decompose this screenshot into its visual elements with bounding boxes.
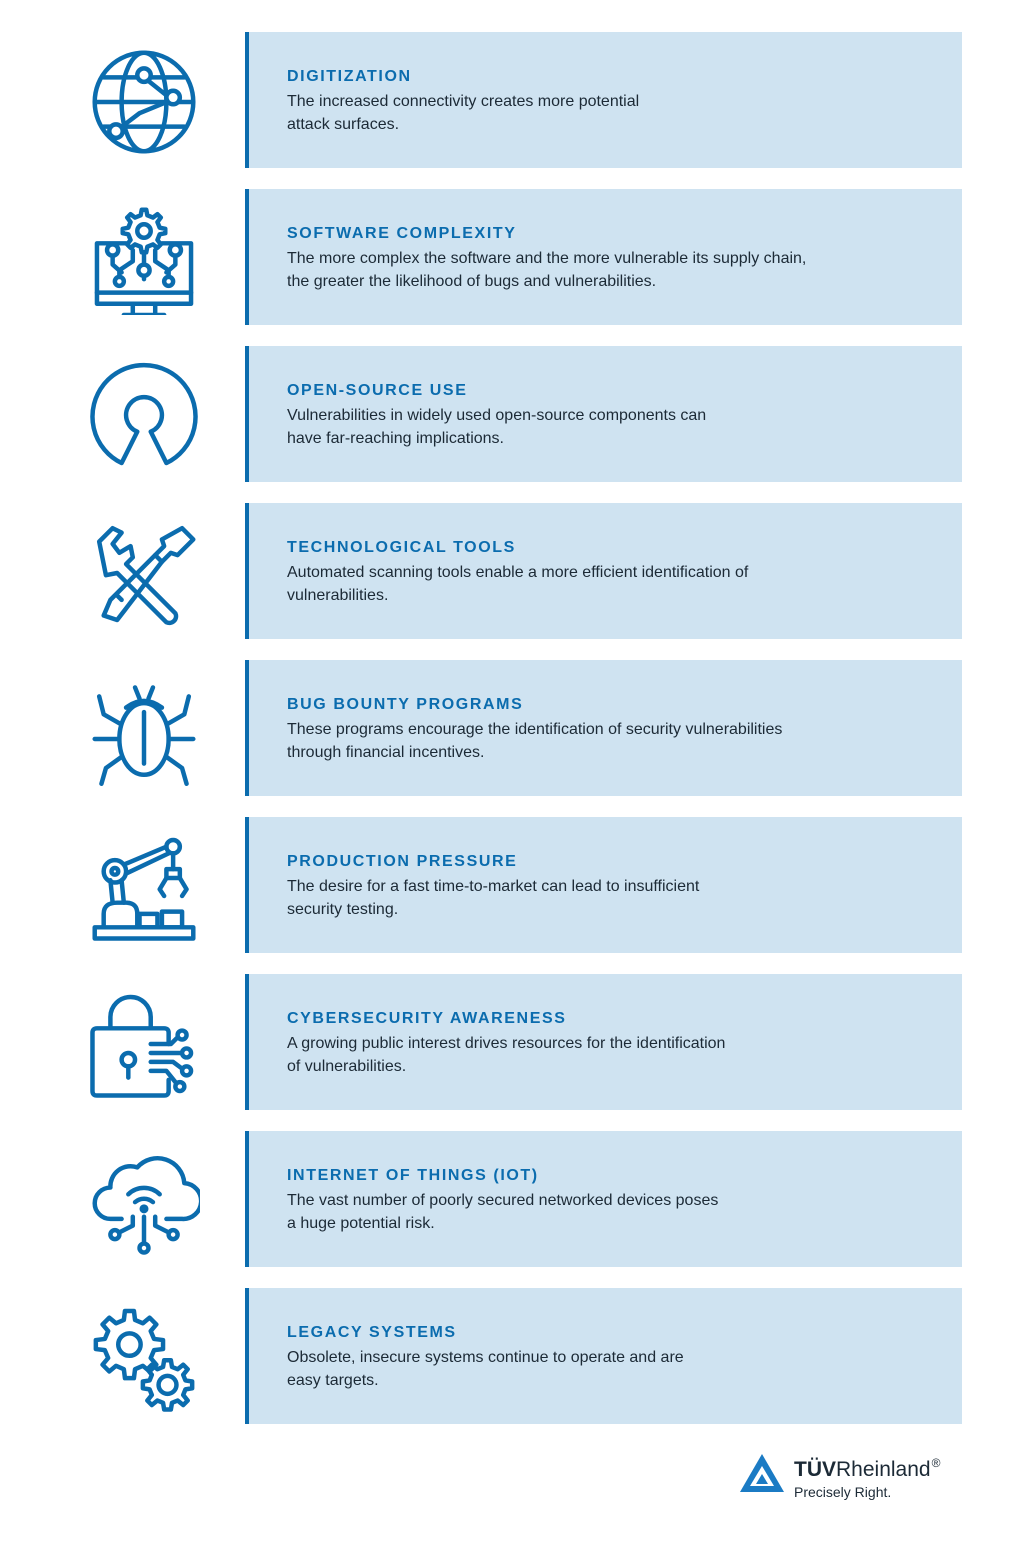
card-description-line: a huge potential risk. — [287, 1215, 435, 1232]
card-description-line: The more complex the software and the more vulnerable its supply chain, — [287, 250, 807, 267]
card-title: BUG BOUNTY PROGRAMS — [287, 696, 524, 713]
digital-padlock-icon — [88, 988, 200, 1100]
item-technological-tools — [0, 503, 1024, 639]
monitor-gear-circuit-icon — [88, 203, 200, 315]
brand-name-regular: Rheinland — [836, 1458, 931, 1481]
card-description-line: Automated scanning tools enable a more efficient identification of — [287, 564, 749, 581]
item-internet-of-things — [0, 1131, 1024, 1267]
card-description-line: The vast number of poorly secured networked devices poses — [287, 1192, 719, 1209]
card-description-line: security testing. — [287, 901, 399, 918]
card-description-line: easy targets. — [287, 1372, 379, 1389]
card-legacy-systems — [245, 1288, 962, 1424]
card-software-complexity — [245, 189, 962, 325]
item-open-source-use — [0, 346, 1024, 482]
item-bug-bounty-programs — [0, 660, 1024, 796]
robotic-arm-icon — [88, 831, 200, 943]
registered-mark: ® — [931, 1456, 941, 1470]
item-digitization — [0, 32, 1024, 168]
card-description-line: A growing public interest drives resources for the identification — [287, 1035, 726, 1052]
card-description — [287, 1032, 937, 1078]
open-source-icon — [88, 360, 200, 472]
card-description-line: attack surfaces. — [287, 116, 400, 133]
card-production-pressure — [245, 817, 962, 953]
card-cybersecurity-awareness — [245, 974, 962, 1110]
cloud-wifi-icon — [88, 1145, 200, 1257]
tuv-triangle-logo-icon — [738, 1452, 786, 1494]
card-internet-of-things — [245, 1131, 962, 1267]
card-description-line: vulnerabilities. — [287, 587, 389, 604]
card-open-source-use — [245, 346, 962, 482]
card-technological-tools — [245, 503, 962, 639]
card-title: OPEN-SOURCE USE — [287, 382, 468, 399]
card-description — [287, 718, 937, 764]
globe-network-icon — [88, 46, 200, 158]
gears-icon — [88, 1302, 200, 1414]
card-description-line: the greater the likelihood of bugs and vulnerabilities. — [287, 273, 657, 290]
card-description — [287, 875, 937, 921]
card-title: LEGACY SYSTEMS — [287, 1324, 457, 1341]
card-description-line: The desire for a fast time-to-market can lead to insufficient — [287, 878, 700, 895]
card-bug-bounty-programs — [245, 660, 962, 796]
item-software-complexity — [0, 189, 1024, 325]
wrench-screwdriver-icon — [88, 517, 200, 629]
card-description-line: through financial incentives. — [287, 744, 485, 761]
card-description-line: Obsolete, insecure systems continue to operate and are — [287, 1349, 684, 1366]
bug-icon — [88, 674, 200, 786]
card-title: TECHNOLOGICAL TOOLS — [287, 539, 516, 556]
card-digitization — [245, 32, 962, 168]
card-title: INTERNET OF THINGS (IOT) — [287, 1167, 539, 1184]
card-description — [287, 1189, 937, 1235]
card-description-line: have far-reaching implications. — [287, 430, 504, 447]
tuv-rheinland-logo — [738, 1452, 978, 1512]
item-cybersecurity-awareness — [0, 974, 1024, 1110]
item-legacy-systems — [0, 1288, 1024, 1424]
card-description — [287, 561, 937, 607]
card-title: CYBERSECURITY AWARENESS — [287, 1010, 567, 1027]
card-description — [287, 90, 937, 136]
card-description — [287, 1346, 937, 1392]
brand-name-bold: TÜV — [794, 1458, 836, 1481]
card-title: SOFTWARE COMPLEXITY — [287, 225, 517, 242]
item-production-pressure — [0, 817, 1024, 953]
card-description-line: The increased connectivity creates more potential — [287, 93, 640, 110]
card-description — [287, 404, 937, 450]
card-title: PRODUCTION PRESSURE — [287, 853, 518, 870]
card-description-line: of vulnerabilities. — [287, 1058, 407, 1075]
brand-name — [794, 1458, 940, 1482]
brand-slogan: Precisely Right. — [794, 1484, 892, 1500]
card-description-line: Vulnerabilities in widely used open-source components can — [287, 407, 707, 424]
card-title: DIGITIZATION — [287, 68, 412, 85]
card-description-line: These programs encourage the identification of security vulnerabilities — [287, 721, 783, 738]
card-description — [287, 247, 937, 293]
